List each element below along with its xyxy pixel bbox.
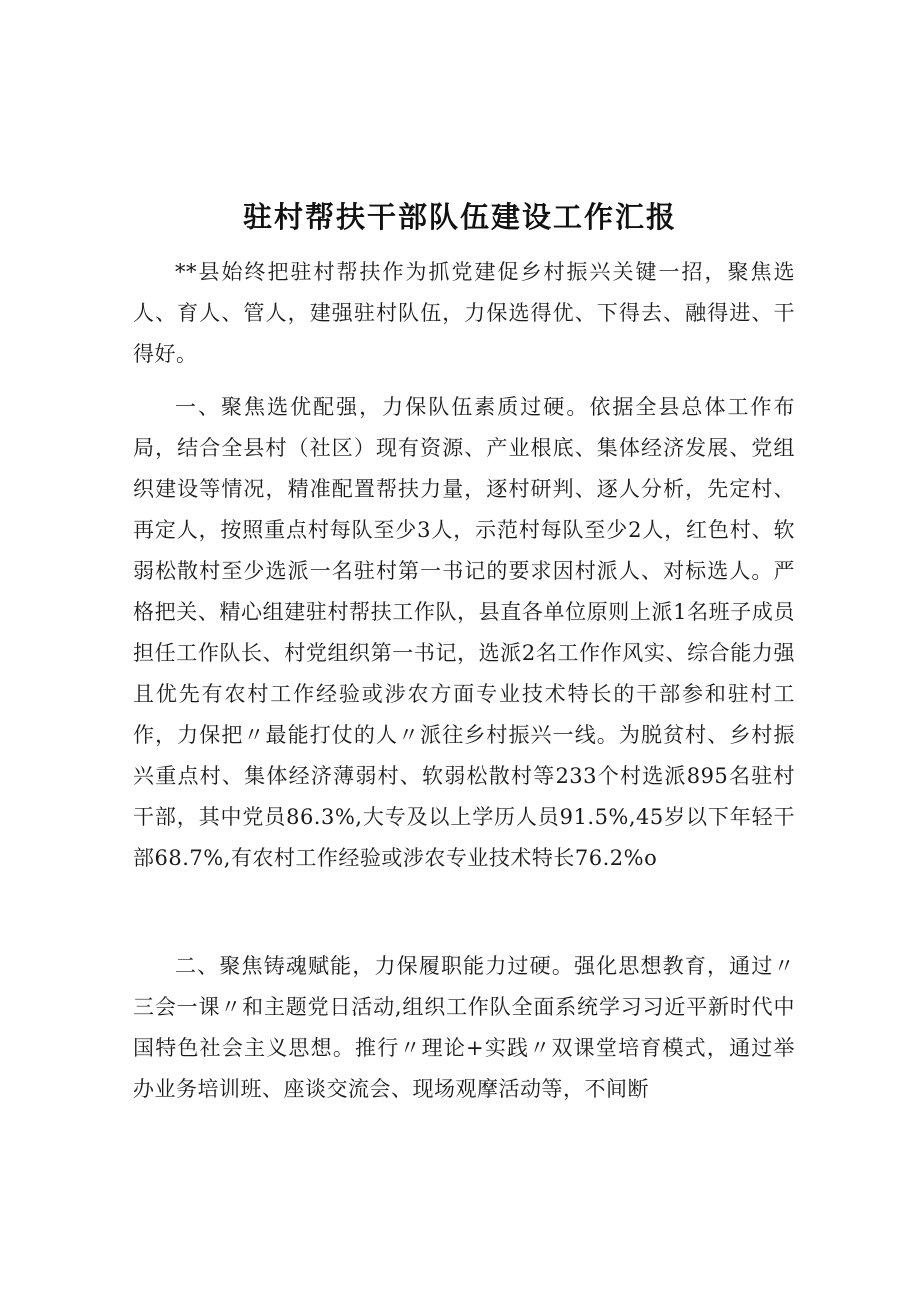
- document-title: 驻村帮扶干部队伍建设工作汇报: [242, 200, 677, 234]
- paragraph-section-one: 一、聚焦选优配强，力保队伍素质过硬。依据全县总体工作布局，结合全县村（社区）现有资源、产业根底、集体经济发展、党组织建设等情况，精准配置帮扶力量，逐村研判、逐人分析，先定村、再定人，按照重点村每队至少3人，示范村每队至少2人，红色村、软弱松散村至少选派一名驻村第一书记的要求因村派人、对标选人。严格把关、精心组建驻村帮扶工作队，县直各单位原则上派1名班子成员担任工作队长、村党组织第一书记，选派2名工作作风实、综合能力强且优先有农村工作经验或涉农方面专业技术特长的干部参和驻村工作，力保把〃最能打仗的人〃派往乡村振兴一线。为脱贫村、乡村振兴重点村、集体经济薄弱村、软弱松散村等233个村选派895名驻村干部，其中党员86.3%,大专及以上学历人员91.5%,45岁以下年轻干部68.7%,有农村工作经验或涉农专业技术特长76.2%o: [133, 395, 795, 870]
- paragraph-intro: **县始终把驻村帮扶作为抓党建促乡村振兴关键一招，聚焦选人、育人、管人，建强驻村队伍，力保选得优、下得去、融得进、干得好。: [133, 260, 795, 366]
- paragraph-section-two: 二、聚焦铸魂赋能，力保履职能力过硬。强化思想教育，通过〃三会一课〃和主题党日活动,组织工作队全面系统学习习近平新时代中国特色社会主义思想。推行〃理论+实践〃双课堂培育模式，通过举办业务培训班、座谈交流会、现场观摩活动等，不间断: [133, 954, 795, 1101]
